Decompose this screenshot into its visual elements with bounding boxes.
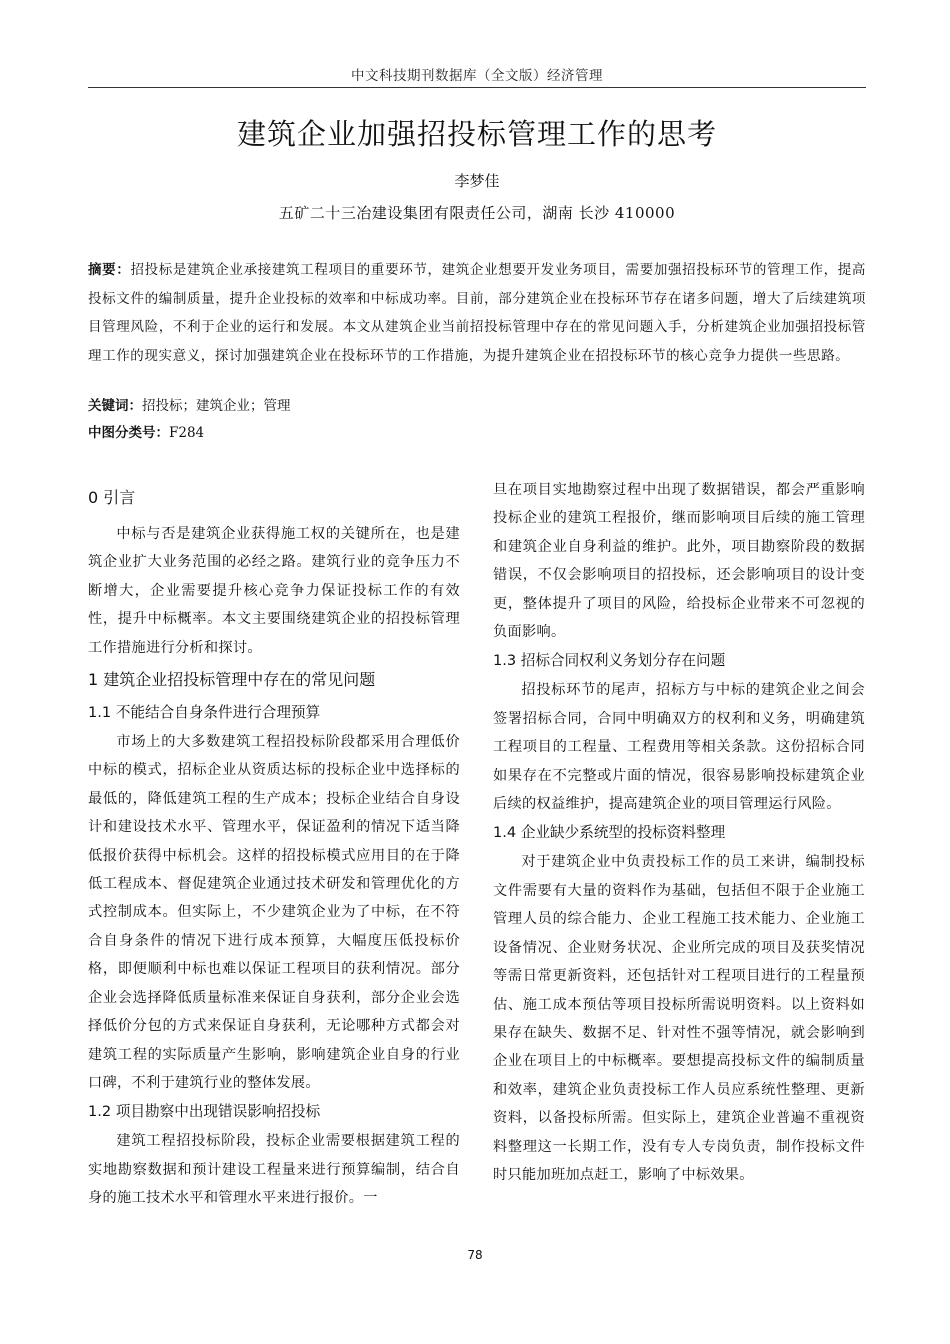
paragraph-1-2: 建筑工程招投标阶段，投标企业需要根据建筑工程的实地勘察数据和预计建设工程量来进行预算编制，结合自身的施工技术水平和管理水平来进行报价。一	[88, 1133, 460, 1207]
subsection-heading-1-2: 1.2 项目勘察中出现错误影响招投标	[88, 1103, 321, 1121]
section-heading-intro: 0 引言	[88, 488, 136, 507]
classification-text: F284	[169, 425, 205, 441]
paragraph-1-3: 招投标环节的尾声，招标方与中标的建筑企业之间会签署招标合同，合同中明确双方的权利和义务，明确建筑工程项目的工程量、工程费用等相关条款。这份招标合同如果存在不完整或片面的情况，很容易影响投标建筑企业后续的权益维护，提高建筑企业的项目管理运行风险。	[493, 682, 865, 813]
paragraph-intro: 中标与否是建筑企业获得施工权的关键所在，也是建筑企业扩大业务范围的必经之路。建筑行业的竞争压力不断增大，企业需要提升核心竞争力保证投标工作的有效性，提升中标概率。本文主要围绕建筑企业的招投标管理工作措施进行分析和探讨。	[88, 526, 460, 656]
keywords-line	[88, 394, 866, 418]
header-rule	[88, 87, 866, 88]
author-affiliation: 五矿二十三冶建设集团有限责任公司，湖南 长沙 410000	[278, 204, 676, 222]
article-author: 李梦佳	[454, 172, 500, 190]
keywords-text: 招投标；建筑企业；管理	[142, 398, 291, 414]
paragraph-1-4: 对于建筑企业中负责投标工作的员工来讲，编制投标文件需要有大量的资料作为基础，包括但不限于企业施工管理人员的综合能力、企业工程施工技术能力、企业施工设备情况、企业财务状况、企业所完成的项目及获奖情况等需日常更新资料，还包括针对工程项目进行的工程量预估、施工成本预估等项目投标所需说明资料。以上资料如果存在缺失、数据不足、针对性不强等情况，就会影响到企业在项目上的中标概率。要想提高投标文件的编制质量和效率，建筑企业负责投标工作人员应系统性整理、更新资料，以备投标所需。但实际上，建筑企业普遍不重视资料整理这一长期工作，没有专人专岗负责，制作投标文件时只能加班加点赶工，影响了中标效果。	[493, 854, 865, 1183]
classification-label: 中图分类号：	[88, 425, 169, 441]
article-title: 建筑企业加强招投标管理工作的思考	[236, 117, 717, 151]
paragraph-1-2-continued: 旦在项目实地勘察过程中出现了数据错误，都会严重影响投标企业的建筑工程报价，继而影响项目后续的施工管理和建筑企业自身利益的维护。此外，项目勘察阶段的数据错误，不仅会影响项目的招投标，还会影响项目的设计变更，整体提升了项目的风险，给投标企业带来不可忽视的负面影响。	[493, 482, 865, 641]
subsection-heading-1-1: 1.1 不能结合自身条件进行合理预算	[88, 704, 321, 722]
section-heading-1: 1 建筑企业招投标管理中存在的常见问题	[88, 670, 376, 690]
running-head: 中文科技期刊数据库（全文版）经济管理	[351, 68, 603, 84]
abstract-label: 摘要：	[88, 262, 131, 278]
classification-line	[88, 421, 866, 445]
page-number: 78	[467, 1248, 483, 1262]
subsection-heading-1-4: 1.4 企业缺少系统型的投标资料整理	[493, 824, 726, 842]
keywords-label: 关键词：	[88, 398, 142, 414]
paragraph-1-1: 市场上的大多数建筑工程招投标阶段都采用合理低价中标的模式，招标企业从资质达标的投标企业中选择标的最低的，降低建筑工程的生产成本；投标企业结合自身设计和建设技术水平、管理水平，保证盈利的情况下适当降低报价获得中标机会。这样的招投标模式应用目的在于降低工程成本、督促建筑企业通过技术研发和管理优化的方式控制成本。但实际上，不少建筑企业为了中标，在不符合自身条件的情况下进行成本预算，大幅度压低投标价格，即便顺利中标也难以保证工程项目的获利情况。部分企业会选择降低质量标准来保证自身获利，部分企业会选择低价分包的方式来保证自身获利，无论哪种方式都会对建筑工程的实际质量产生影响，影响建筑企业自身的行业口碑，不利于建筑行业的整体发展。	[88, 734, 460, 1091]
abstract-text: 招投标是建筑企业承接建筑工程项目的重要环节，建筑企业想要开发业务项目，需要加强招投标环节的管理工作，提高投标文件的编制质量，提升企业投标的效率和中标成功率。目前，部分建筑企业在投标环节存在诸多问题，增大了后续建筑项目管理风险，不利于企业的运行和发展。本文从建筑企业当前招投标管理中存在的常见问题入手，分析建筑企业加强招投标管理工作的现实意义，探讨加强建筑企业在投标环节的工作措施，为提升建筑企业在招投标环节的核心竞争力提供一些思路。	[88, 262, 866, 364]
left-column	[88, 476, 460, 1213]
right-column	[493, 476, 865, 1189]
subsection-heading-1-3: 1.3 招标合同权利义务划分存在问题	[493, 652, 726, 670]
abstract	[88, 256, 866, 370]
